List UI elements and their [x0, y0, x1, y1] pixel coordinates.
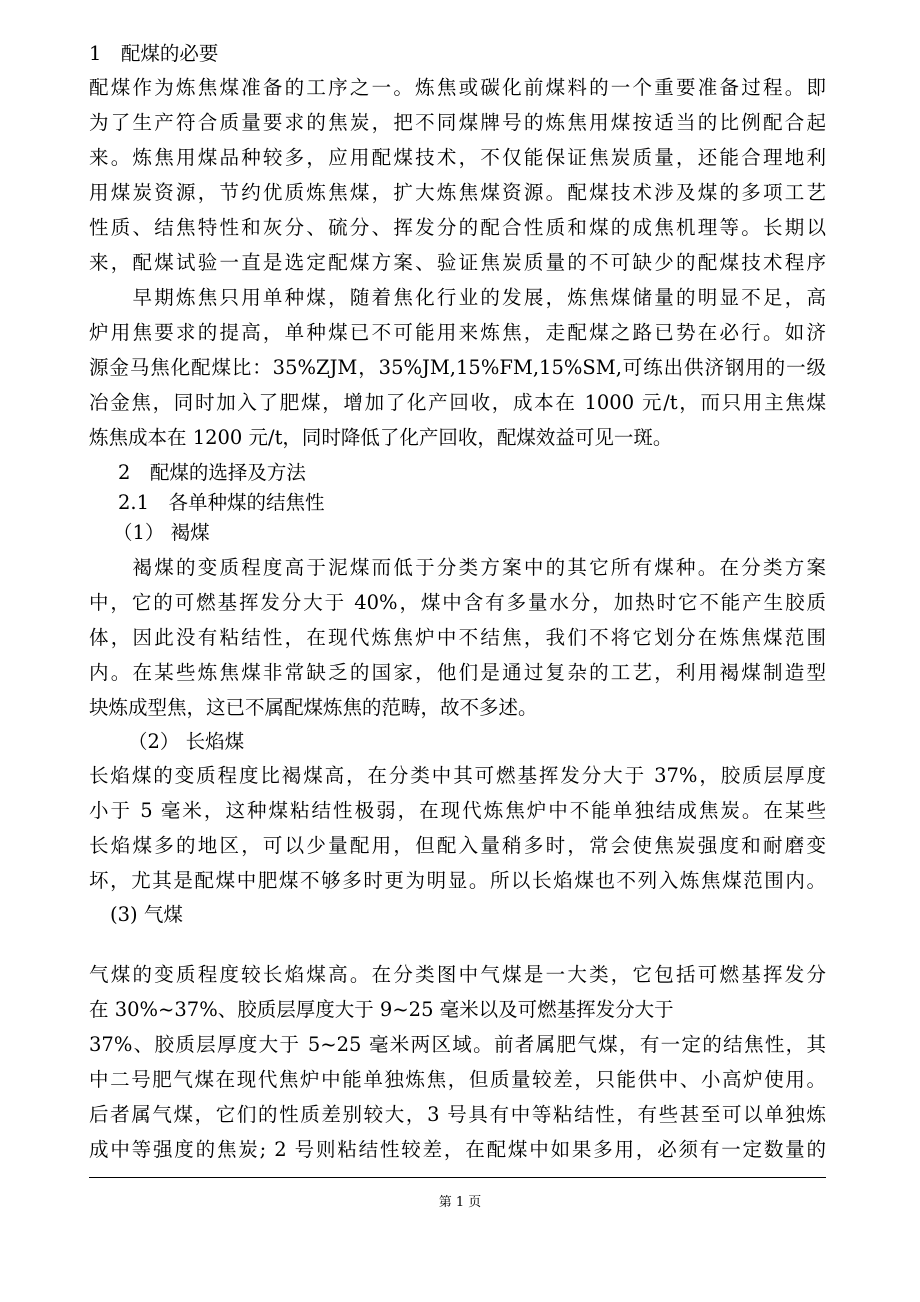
section-heading-2: 2 配煤的选择及方法 [118, 461, 306, 484]
item-heading-lignite: （1） 褐煤 [113, 521, 210, 544]
paragraph-line: 坏，尤其是配煤中肥煤不够多时更为明显。所以长焰煤也不列入炼焦煤范围内。 [89, 869, 826, 892]
paragraph-line: 用煤炭资源，节约优质炼焦煤，扩大炼焦煤资源。配煤技术涉及煤的多项工艺 [89, 181, 826, 204]
item-heading-gas-coal: (3) 气煤 [110, 903, 183, 926]
subsection-heading-2-1: 2.1 各单种煤的结焦性 [118, 491, 325, 514]
paragraph-line: 早期炼焦只用单种煤，随着焦化行业的发展，炼焦煤储量的明显不足，高 [89, 286, 826, 309]
paragraph-line: 块炼成型焦，这已不属配煤炼焦的范畴，故不多述。 [89, 696, 538, 719]
paragraph-line: 后者属气煤，它们的性质差别较大，3 号具有中等粘结性，有些甚至可以单独炼 [89, 1103, 826, 1126]
paragraph-line: 中，它的可燃基挥发分大于 40%，煤中含有多量水分，加热时它不能产生胶质 [89, 591, 826, 614]
paragraph-line: 性质、结焦特性和灰分、硫分、挥发分的配合性质和煤的成焦机理等。长期以 [89, 216, 826, 239]
paragraph-line: 炼焦成本在 1200 元/t，同时降低了化产回收，配煤效益可见一斑。 [89, 426, 673, 449]
paragraph-line: 长焰煤的变质程度比褐煤高，在分类中其可燃基挥发分大于 37%，胶质层厚度 [89, 764, 826, 787]
paragraph-line: 配煤作为炼焦煤准备的工序之一。炼焦或碳化前煤料的一个重要准备过程。即 [89, 76, 826, 99]
section-heading-1: 1 配煤的必要 [89, 42, 219, 65]
paragraph-line: 小于 5 毫米，这种煤粘结性极弱，在现代炼焦炉中不能单独结成焦炭。在某些 [89, 799, 826, 822]
item-heading-long-flame-coal: （2） 长焰煤 [128, 730, 245, 753]
paragraph-line: 内。在某些炼焦煤非常缺乏的国家，他们是通过复杂的工艺，利用褐煤制造型 [89, 661, 826, 684]
paragraph-line: 在 30%~37%、胶质层厚度大于 9~25 毫米以及可燃基挥发分大于 [89, 998, 674, 1021]
paragraph-line: 源金马焦化配煤比：35%ZJM，35%JM,15%FM,15%SM,可练出供济钢用的一级 [89, 356, 826, 379]
paragraph-line: 为了生产符合质量要求的焦炭，把不同煤牌号的炼焦用煤按适当的比例配合起 [89, 111, 826, 134]
paragraph-line: 体，因此没有粘结性，在现代炼焦炉中不结焦，我们不将它划分在炼焦煤范围 [89, 626, 826, 649]
paragraph-line: 褐煤的变质程度高于泥煤而低于分类方案中的其它所有煤种。在分类方案 [89, 556, 826, 579]
paragraph-line: 37%、胶质层厚度大于 5~25 毫米两区域。前者属肥气煤，有一定的结焦性，其 [89, 1033, 826, 1056]
paragraph-line: 长焰煤多的地区，可以少量配用，但配入量稍多时，常会使焦炭强度和耐磨变 [89, 834, 826, 857]
paragraph-line: 炉用焦要求的提高，单种煤已不可能用来炼焦，走配煤之路已势在必行。如济 [89, 321, 826, 344]
paragraph-line: 来。炼焦用煤品种较多，应用配煤技术，不仅能保证焦炭质量，还能合理地利 [89, 146, 826, 169]
footer-divider [89, 1177, 826, 1178]
paragraph-line: 中二号肥气煤在现代焦炉中能单独炼焦，但质量较差，只能供中、小高炉使用。 [89, 1068, 826, 1091]
paragraph-line: 气煤的变质程度较长焰煤高。在分类图中气煤是一大类，它包括可燃基挥发分 [89, 963, 826, 986]
page-number: 第 1 页 [438, 1195, 482, 1210]
paragraph-line: 成中等强度的焦炭; 2 号则粘结性较差，在配煤中如果多用，必须有一定数量的 [89, 1138, 826, 1161]
paragraph-line: 冶金焦，同时加入了肥煤，增加了化产回收，成本在 1000 元/t，而只用主焦煤 [89, 391, 826, 414]
paragraph-line: 来，配煤试验一直是选定配煤方案、验证焦炭质量的不可缺少的配煤技术程序 [89, 251, 826, 274]
